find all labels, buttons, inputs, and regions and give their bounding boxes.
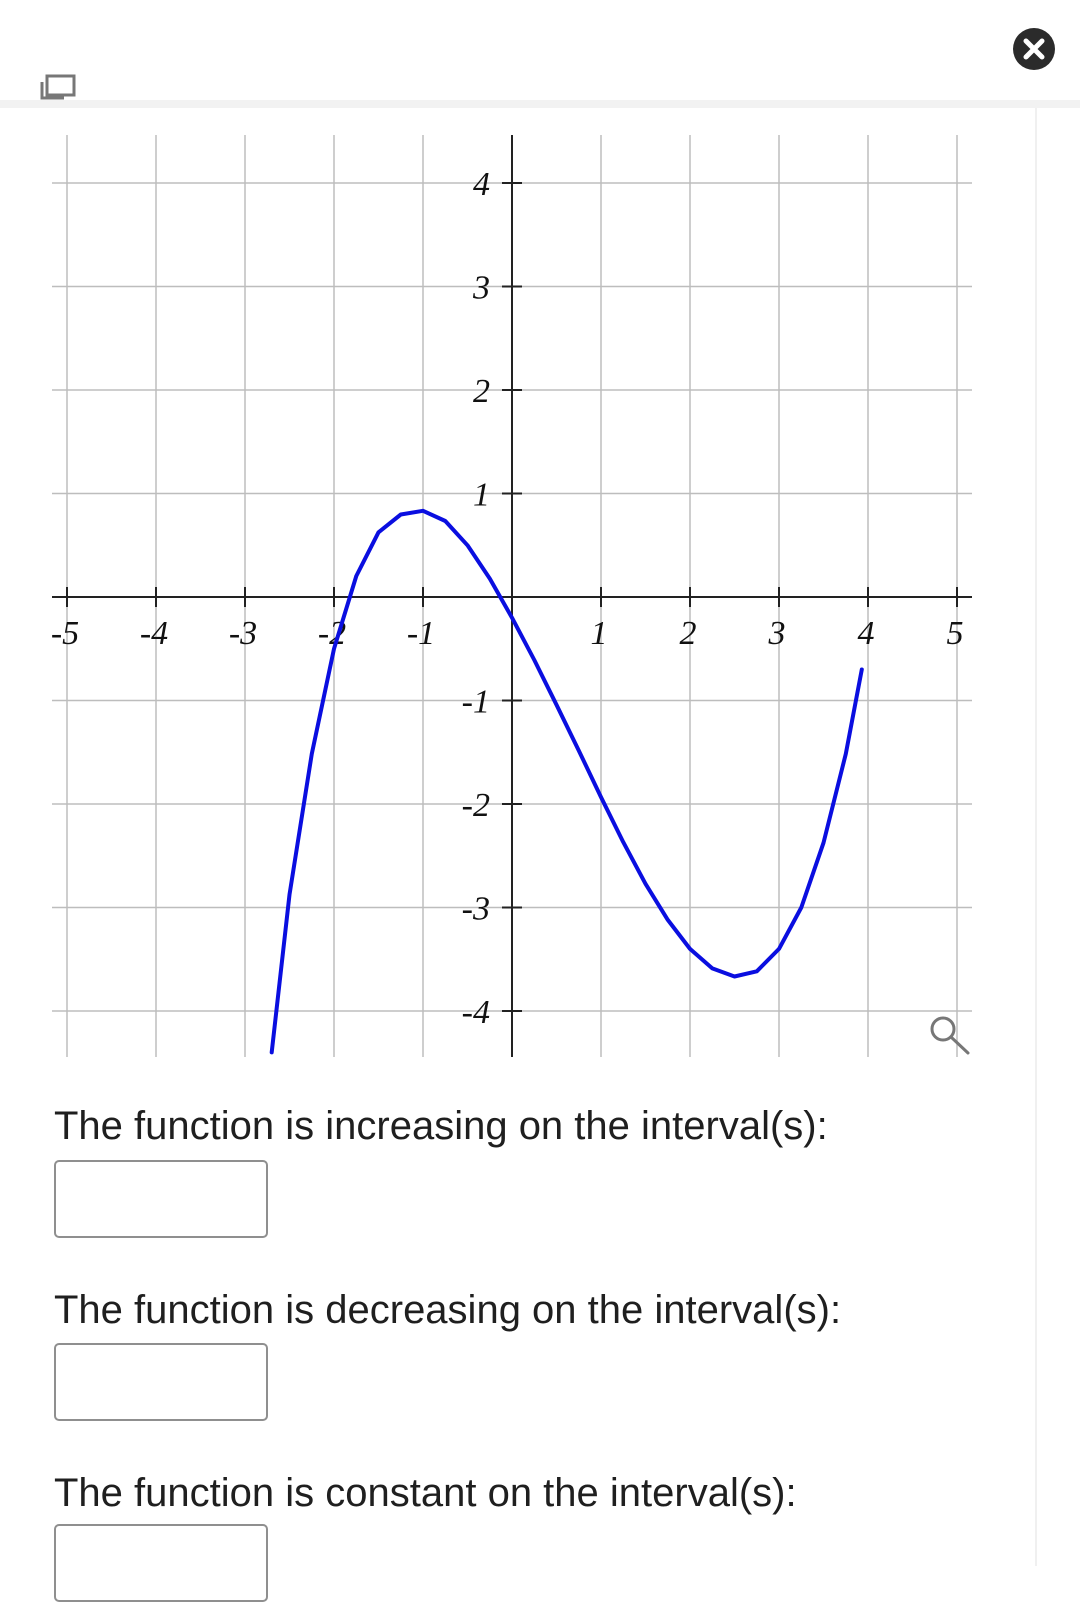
toolbar-divider	[0, 100, 1080, 108]
x-tick-label: 5	[946, 615, 964, 652]
x-tick-label: 4	[857, 615, 875, 652]
x-tick-label: 1	[590, 615, 608, 652]
function-curve	[272, 511, 862, 1053]
increasing-question: The function is increasing on the interval(s):	[54, 1104, 828, 1148]
x-tick-label: 3	[768, 615, 786, 652]
y-tick-label: -4	[461, 994, 490, 1031]
decreasing-question: The function is decreasing on the interval(s):	[54, 1288, 842, 1332]
function-graph	[0, 108, 1035, 1063]
close-circle-icon[interactable]	[1012, 27, 1056, 71]
decreasing-interval-input[interactable]	[54, 1343, 268, 1421]
constant-interval-input[interactable]	[54, 1524, 268, 1602]
y-tick-label: 2	[473, 373, 490, 410]
curve-layer	[272, 511, 862, 1053]
tick-labels	[51, 166, 964, 1031]
x-tick-label: -1	[406, 615, 436, 652]
axes	[52, 135, 972, 1057]
y-tick-label: 4	[473, 166, 490, 203]
x-tick-label: -2	[317, 615, 347, 652]
x-tick-label: -3	[228, 615, 258, 652]
increasing-interval-input[interactable]	[54, 1160, 268, 1238]
y-tick-label: 1	[473, 476, 490, 514]
x-tick-label: 2	[679, 615, 697, 652]
y-tick-label: 3	[473, 269, 490, 307]
y-tick-label: -1	[461, 683, 490, 721]
top-toolbar	[0, 0, 1080, 100]
y-tick-label: -3	[461, 890, 490, 928]
magnifier-icon[interactable]	[932, 1018, 968, 1053]
y-tick-label: -2	[461, 787, 490, 824]
graph-svg	[0, 108, 1035, 1063]
x-tick-label: -5	[50, 615, 80, 652]
expand-window-icon[interactable]	[38, 74, 78, 100]
x-tick-label: -4	[139, 615, 169, 652]
constant-question: The function is constant on the interval(s):	[54, 1471, 797, 1515]
page-edge-rule	[1035, 108, 1037, 1566]
